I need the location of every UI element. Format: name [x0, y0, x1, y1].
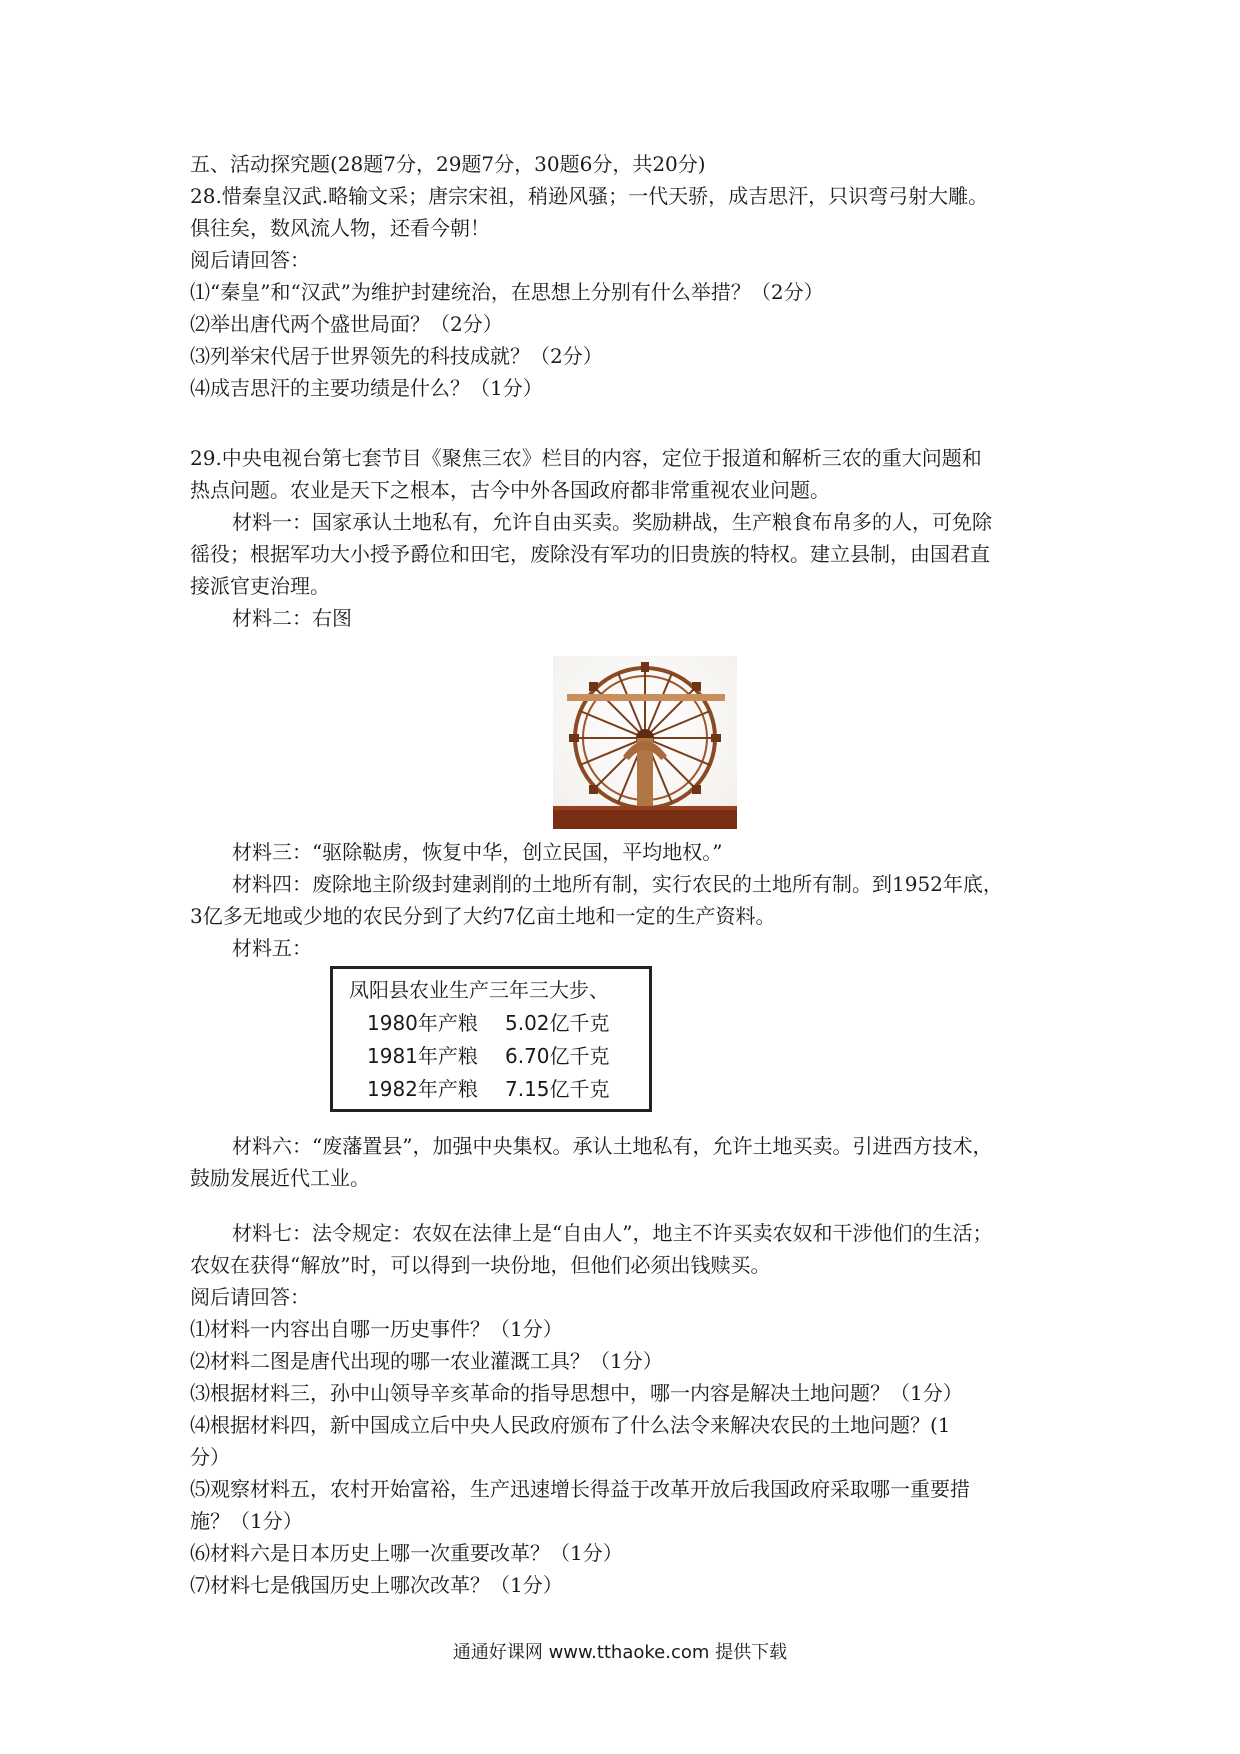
q28-question-1: ⑴“秦皇”和“汉武”为维护封建统治，在思想上分别有什么举措？（2分）	[190, 280, 824, 304]
q29-intro-line-1: 29.中央电视台第七套节目《聚焦三农》栏目的内容，定位于报道和解析三农的重大问题和	[190, 446, 982, 470]
grain-output-table	[330, 966, 652, 1112]
q29-question-5: ⑸观察材料五，农村开始富裕，生产迅速增长得益于改革开放后我国政府采取哪一重要措	[190, 1477, 970, 1501]
table-cell-year: 1981年产粮	[367, 1044, 478, 1068]
q29-material-3: 材料三：“驱除鞑虏，恢复中华，创立民国，平均地权。”	[232, 840, 723, 864]
q29-question-5-cont: 施？（1分）	[190, 1509, 303, 1533]
q29-material-2: 材料二：右图	[232, 606, 352, 630]
q29-material-7-line-2: 农奴在获得“解放”时，可以得到一块份地，但他们必须出钱赎买。	[190, 1253, 771, 1277]
q29-question-1: ⑴材料一内容出自哪一历史事件？（1分）	[190, 1317, 563, 1341]
q28-poem-line-2: 俱往矣，数风流人物，还看今朝！	[190, 216, 490, 240]
water-wheel-image	[553, 656, 737, 829]
q28-question-3: ⑶列举宋代居于世界领先的科技成就？（2分）	[190, 344, 603, 368]
q29-question-2: ⑵材料二图是唐代出现的哪一农业灌溉工具？（1分）	[190, 1349, 663, 1373]
q28-question-2: ⑵举出唐代两个盛世局面？（2分）	[190, 312, 503, 336]
q29-intro-line-2: 热点问题。农业是天下之根本，古今中外各国政府都非常重视农业问题。	[190, 478, 830, 502]
q28-poem-line-1: 28.惜秦皇汉武.略输文采；唐宗宋祖，稍逊风骚；一代天骄，成吉思汗，只识弯弓射大雕。	[190, 184, 989, 208]
q29-prompt: 阅后请回答：	[190, 1285, 310, 1309]
table-cell-year: 1982年产粮	[367, 1077, 478, 1101]
table-cell-value: 5.02亿千克	[505, 1011, 610, 1035]
table-cell-value: 7.15亿千克	[505, 1077, 610, 1101]
q29-question-4-cont: 分）	[190, 1445, 230, 1469]
q29-material-1-line-2: 徭役；根据军功大小授予爵位和田宅，废除没有军功的旧贵族的特权。建立县制，由国君直	[190, 542, 990, 566]
q29-material-6-line-2: 鼓励发展近代工业。	[190, 1166, 370, 1190]
q29-material-7-line-1: 材料七：法令规定：农奴在法律上是“自由人”，地主不许买卖农奴和干涉他们的生活；	[232, 1221, 993, 1245]
q29-material-4-line-2: 3亿多无地或少地的农民分到了大约7亿亩土地和一定的生产资料。	[190, 904, 776, 928]
table-cell-year: 1980年产粮	[367, 1011, 478, 1035]
section-heading: 五、活动探究题(28题7分，29题7分，30题6分，共20分)	[190, 152, 706, 176]
table-title: 凤阳县农业生产三年三大步、	[349, 978, 609, 1002]
table-cell-value: 6.70亿千克	[505, 1044, 610, 1068]
q29-material-1-line-3: 接派官吏治理。	[190, 574, 330, 598]
q29-material-6-line-1: 材料六：“废藩置县”，加强中央集权。承认土地私有，允许土地买卖。引进西方技术，	[232, 1134, 993, 1158]
q28-question-4: ⑷成吉思汗的主要功绩是什么？（1分）	[190, 376, 543, 400]
q29-question-6: ⑹材料六是日本历史上哪一次重要改革？（1分）	[190, 1541, 623, 1565]
q29-question-4: ⑷根据材料四，新中国成立后中央人民政府颁布了什么法令来解决农民的土地问题？(1	[190, 1413, 951, 1437]
q28-prompt: 阅后请回答：	[190, 248, 310, 272]
q29-question-3: ⑶根据材料三，孙中山领导辛亥革命的指导思想中，哪一内容是解决土地问题？（1分）	[190, 1381, 963, 1405]
q29-material-1-line-1: 材料一：国家承认土地私有，允许自由买卖。奖励耕战，生产粮食布帛多的人，可免除	[232, 510, 992, 534]
q29-material-5: 材料五：	[232, 936, 312, 960]
footer-download-note: 通通好课网 www.tthaoke.com 提供下载	[452, 1642, 788, 1663]
q29-material-4-line-1: 材料四：废除地主阶级封建剥削的土地所有制，实行农民的土地所有制。到1952年底，	[232, 872, 1003, 896]
q29-question-7: ⑺材料七是俄国历史上哪次改革？（1分）	[190, 1573, 563, 1597]
